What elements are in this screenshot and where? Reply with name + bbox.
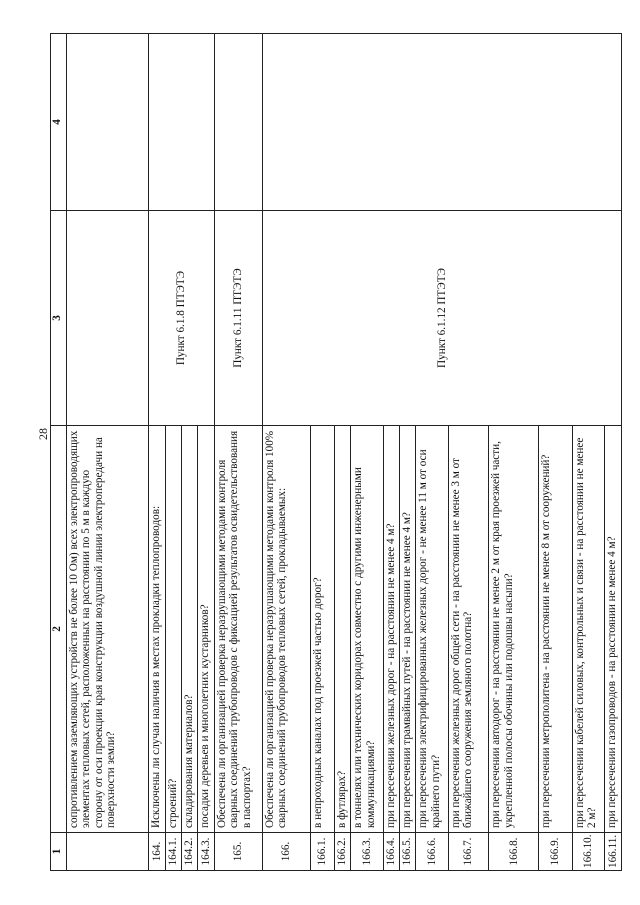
row-text: строений? — [165, 426, 181, 833]
row-text: при пересечении кабелей силовых, контрольных и связи - на расстоянии не менее 2 м? — [572, 426, 604, 833]
row-number: 166.8. — [489, 833, 539, 871]
row-number: 166.7. — [448, 833, 489, 871]
header-row — [51, 34, 67, 871]
row-number: 165. — [214, 833, 262, 871]
row-text: при пересечении метрополитена - на расстоянии не менее 8 м от сооружений? — [539, 426, 572, 833]
notes-cell — [149, 34, 214, 211]
header-col-2: 2 — [51, 426, 67, 833]
header-col-1: 1 — [51, 833, 67, 871]
page-number: 28 — [36, 428, 50, 440]
row-number: 164.2. — [182, 833, 198, 871]
row-text: в футлярах? — [334, 426, 351, 833]
ref-cell: Пункт 6.1.12 ПТЭТЭ — [262, 211, 621, 426]
row-text: при пересечении железных дорог общей сети - на расстоянии не менее 3 м от ближайшего сооружения земляного полотна? — [448, 426, 489, 833]
row-number: 166.1. — [310, 833, 334, 871]
rotated-table-container — [50, 34, 622, 871]
row-text: при пересечении газопроводов - на расстоянии не менее 4 м? — [605, 426, 622, 833]
row-text: при пересечении электрифицированных железных дорог - не менее 11 м от оси крайнего пути? — [416, 426, 448, 833]
row-text: в тоннелях или технических коридорах совместно с другими инженерными коммуникациями? — [351, 426, 383, 833]
row-number: 166.2. — [334, 833, 351, 871]
ref-cell: Пункт 6.1.11 ПТЭТЭ — [214, 211, 262, 426]
row-text: посадки деревьев и многолетних кустарников? — [198, 426, 214, 833]
row-text: Обеспечена ли организацией проверка неразрушающими методами контроля 100% сварных соединений трубопроводов тепловых сетей, прокладываемых: — [262, 426, 310, 833]
row-text: Исключены ли случаи наличия в местах прокладки теплопроводов: — [149, 426, 166, 833]
row-number: 166.9. — [539, 833, 572, 871]
table-row — [149, 34, 166, 871]
notes-cell — [214, 34, 262, 211]
row-text: сопротивлением заземляющих устройств не более 10 Ом) всех электропроводящих элементах тепловых сетей, расположенных на расстоянии по 5 м в каждую сторону от оси проекции края конструкции воздушной линии электропередачи на поверхности земли? — [66, 426, 148, 833]
table-row — [262, 34, 310, 871]
notes-cell — [262, 34, 621, 211]
header-col-3: 3 — [51, 211, 67, 426]
row-text: в непроходных каналах под проезжей частью дорог? — [310, 426, 334, 833]
row-number: 166. — [262, 833, 310, 871]
row-text: складирования материалов? — [182, 426, 198, 833]
row-text: Обеспечена ли организацией проверка неразрушающими методами контроля сварных соединений трубопроводов с фиксацией результатов освидетельствования в паспортах? — [214, 426, 262, 833]
row-number: 164.1. — [165, 833, 181, 871]
row-number: 166.4. — [383, 833, 399, 871]
row-number: 166.11. — [605, 833, 622, 871]
notes-cell — [66, 34, 148, 211]
row-number — [66, 833, 148, 871]
row-text: при пересечении трамвайных путей - на расстоянии не менее 4 м? — [399, 426, 415, 833]
row-number: 164.3. — [198, 833, 214, 871]
ref-cell-empty — [66, 211, 148, 426]
row-text: при пересечении автодорог - на расстоянии не менее 2 м от края проезжей части, укрепленной полосы обочины или подошвы насыпи? — [489, 426, 539, 833]
ref-cell: Пункт 6.1.8 ПТЭТЭ — [149, 211, 214, 426]
table-row — [66, 34, 148, 871]
requirements-table — [50, 33, 622, 871]
row-number: 166.3. — [351, 833, 383, 871]
table-row — [214, 34, 262, 871]
row-text: при пересечении железных дорог - на расстоянии не менее 4 м? — [383, 426, 399, 833]
row-number: 166.10. — [572, 833, 604, 871]
header-col-4: 4 — [51, 34, 67, 211]
row-number: 164. — [149, 833, 166, 871]
row-number: 166.5. — [399, 833, 415, 871]
row-number: 166.6. — [416, 833, 448, 871]
